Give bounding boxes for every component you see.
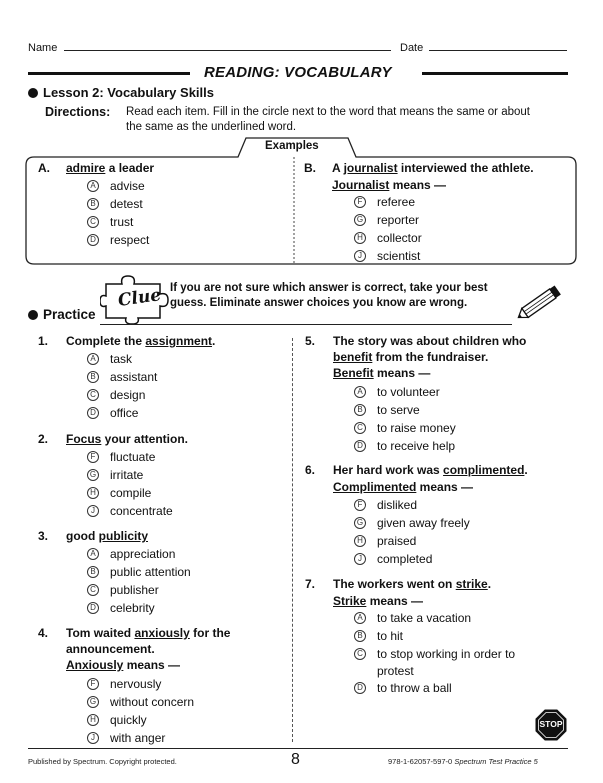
answer-bubble[interactable]: C	[87, 216, 99, 228]
q6-option[interactable]: F disliked	[354, 496, 554, 514]
example-b-word: journalist	[343, 161, 398, 175]
answer-bubble[interactable]: B	[354, 404, 366, 416]
question-1: 1. Complete the assignment.	[38, 334, 216, 348]
answer-bubble[interactable]: G	[87, 696, 99, 708]
practice-title: Practice	[43, 307, 96, 322]
name-label: Name	[28, 42, 58, 54]
page-number: 8	[291, 751, 300, 768]
answer-bubble[interactable]: A	[354, 612, 366, 624]
q2-option[interactable]: H compile	[87, 484, 267, 502]
example-a-option[interactable]: D respect	[87, 231, 237, 249]
q2-option[interactable]: G irritate	[87, 466, 267, 484]
title-rule-right	[422, 72, 568, 75]
answer-bubble[interactable]: J	[87, 505, 99, 517]
title-rule-left	[28, 72, 190, 75]
q1-option[interactable]: A task	[87, 350, 267, 368]
answer-bubble[interactable]: C	[87, 389, 99, 401]
answer-bubble[interactable]: F	[87, 451, 99, 463]
question-7: 7. The workers went on strike. Strike means —	[305, 577, 492, 608]
answer-bubble[interactable]: D	[87, 234, 99, 246]
example-b: B. A journalist interviewed the athlete. Journalist means —	[304, 161, 534, 192]
example-b-option[interactable]: H collector	[354, 229, 504, 247]
pencil-icon	[514, 282, 566, 324]
date-blank[interactable]	[429, 50, 567, 51]
footer-right: 978-1-62057-597-0 Spectrum Test Practice 5	[388, 757, 538, 766]
answer-bubble[interactable]: H	[354, 535, 366, 547]
q7-option[interactable]: A to take a vacation	[354, 609, 554, 627]
example-a-option[interactable]: A advise	[87, 177, 237, 195]
directions-line2: the same as the underlined word.	[126, 121, 297, 133]
q7-option[interactable]: B to hit	[354, 627, 554, 645]
date-label: Date	[400, 42, 424, 54]
name-field[interactable]	[28, 42, 391, 54]
q3-option[interactable]: B public attention	[87, 563, 267, 581]
clue-badge-text: Clue	[116, 285, 163, 311]
answer-bubble[interactable]: C	[354, 422, 366, 434]
practice-heading	[28, 307, 96, 322]
q4-option[interactable]: G without concern	[87, 693, 267, 711]
q2-option[interactable]: F fluctuate	[87, 448, 267, 466]
example-b-number: B.	[304, 161, 316, 175]
answer-bubble[interactable]: A	[87, 548, 99, 560]
date-field[interactable]	[400, 42, 567, 54]
q6-option[interactable]: G given away freely	[354, 514, 554, 532]
answer-bubble[interactable]: D	[354, 440, 366, 452]
q2-option[interactable]: J concentrate	[87, 502, 267, 520]
q3-option[interactable]: D celebrity	[87, 599, 267, 617]
answer-bubble[interactable]: H	[87, 714, 99, 726]
example-a-option[interactable]: C trust	[87, 213, 237, 231]
answer-bubble[interactable]: H	[354, 232, 366, 244]
practice-rule	[100, 324, 512, 325]
answer-bubble[interactable]: G	[354, 517, 366, 529]
answer-bubble[interactable]: J	[354, 250, 366, 262]
answer-bubble[interactable]: B	[87, 371, 99, 383]
answer-bubble[interactable]: F	[354, 196, 366, 208]
footer-rule	[28, 748, 568, 749]
q1-option[interactable]: D office	[87, 404, 267, 422]
q6-option[interactable]: H praised	[354, 532, 554, 550]
answer-bubble[interactable]: F	[87, 678, 99, 690]
q4-option[interactable]: H quickly	[87, 711, 267, 729]
answer-bubble[interactable]: J	[354, 553, 366, 565]
q3-option[interactable]: A appreciation	[87, 545, 267, 563]
lesson-title: Lesson 2: Vocabulary Skills	[43, 85, 214, 100]
clue-line1: If you are not sure which answer is correct, take your best	[170, 282, 488, 294]
answer-bubble[interactable]: C	[87, 584, 99, 596]
answer-bubble[interactable]: G	[87, 469, 99, 481]
example-a-option[interactable]: B detest	[87, 195, 237, 213]
examples-tab-label: Examples	[265, 140, 319, 152]
lesson-heading	[28, 85, 214, 100]
answer-bubble[interactable]: B	[87, 566, 99, 578]
answer-bubble[interactable]: A	[354, 386, 366, 398]
question-5: 5. The story was about children who benefit from the fundraiser. Benefit means —	[305, 334, 527, 380]
clue-line2: guess. Eliminate answer choices you know are wrong.	[170, 297, 468, 309]
q5-option[interactable]: B to serve	[354, 401, 554, 419]
answer-bubble[interactable]: F	[354, 499, 366, 511]
answer-bubble[interactable]: D	[87, 602, 99, 614]
answer-bubble[interactable]: C	[354, 648, 366, 660]
q1-option[interactable]: B assistant	[87, 368, 267, 386]
example-b-option[interactable]: F referee	[354, 193, 504, 211]
answer-bubble[interactable]: B	[354, 630, 366, 642]
q5-option[interactable]: C to raise money	[354, 419, 554, 437]
directions-line1: Read each item. Fill in the circle next to the word that means the same or about	[126, 106, 530, 118]
q5-option[interactable]: D to receive help	[354, 437, 554, 455]
q7-option[interactable]: C to stop working in order to protest	[354, 645, 554, 679]
answer-bubble[interactable]: D	[87, 407, 99, 419]
question-3: 3. good publicity	[38, 529, 148, 543]
answer-bubble[interactable]: J	[87, 732, 99, 744]
question-6: 6. Her hard work was complimented. Complimented means —	[305, 463, 528, 494]
q6-option[interactable]: J completed	[354, 550, 554, 568]
footer-copyright: Published by Spectrum. Copyright protected.	[28, 757, 177, 766]
bullet-icon	[28, 88, 38, 98]
name-blank[interactable]	[64, 50, 391, 51]
answer-bubble[interactable]: A	[87, 353, 99, 365]
q7-option[interactable]: D to throw a ball	[354, 679, 554, 697]
page-title: READING: VOCABULARY	[204, 64, 392, 81]
column-divider	[292, 338, 293, 742]
stop-label: STOP	[539, 719, 563, 729]
q4-option[interactable]: J with anger	[87, 729, 267, 747]
example-b-option[interactable]: J scientist	[354, 247, 504, 265]
answer-bubble[interactable]: D	[354, 682, 366, 694]
q3-option[interactable]: C publisher	[87, 581, 267, 599]
directions-label: Directions:	[45, 105, 111, 119]
q1-option[interactable]: C design	[87, 386, 267, 404]
answer-bubble[interactable]: A	[87, 180, 99, 192]
answer-bubble[interactable]: B	[87, 198, 99, 210]
example-a: A. admire a leader	[38, 161, 155, 175]
answer-bubble[interactable]: G	[354, 214, 366, 226]
answer-bubble[interactable]: H	[87, 487, 99, 499]
example-a-number: A.	[38, 161, 50, 175]
example-a-word: admire	[66, 161, 106, 175]
question-4: 4. Tom waited anxiously for the announcement. Anxiously means —	[38, 626, 231, 672]
bullet-icon	[28, 310, 38, 320]
example-b-option[interactable]: G reporter	[354, 211, 504, 229]
q5-option[interactable]: A to volunteer	[354, 383, 554, 401]
q4-option[interactable]: F nervously	[87, 675, 267, 693]
question-2: 2. Focus your attention.	[38, 432, 189, 446]
